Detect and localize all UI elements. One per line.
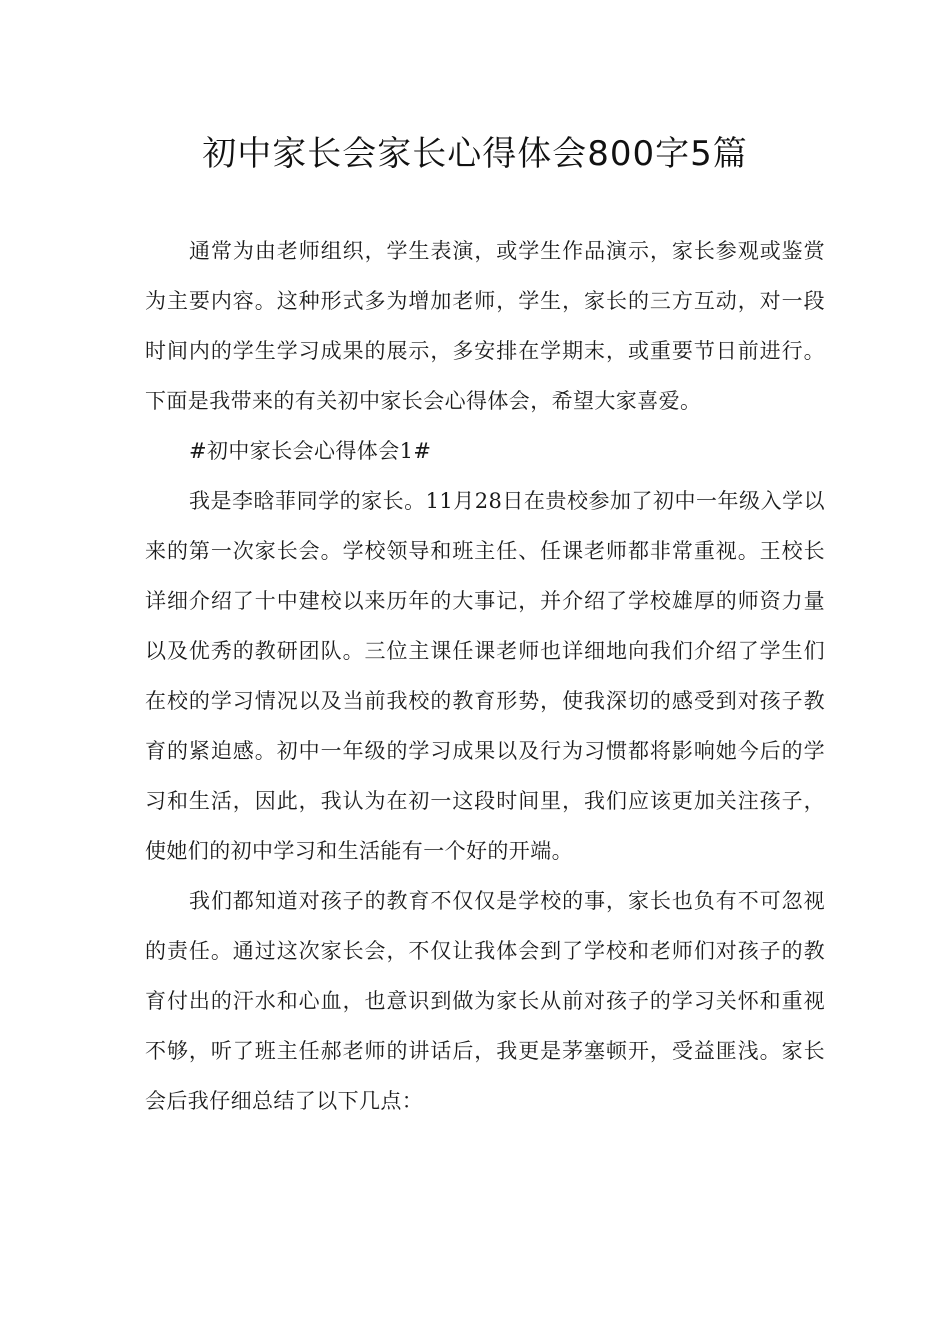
document-title: 初中家长会家长心得体会800字5篇	[202, 134, 748, 174]
body-paragraph: 我们都知道对孩子的教育不仅仅是学校的事，家长也负有不可忽视的责任。通过这次家长会，不仅让我体会到了学校和老师们对孩子的教育付出的汗水和心血，也意识到做为家长从前对孩子的学习关怀和重视不够，听了班主任郝老师的讲话后，我更是茅塞顿开，受益匪浅。家长会后我仔细总结了以下几点：	[145, 889, 825, 1113]
section-heading: #初中家长会心得体会1#	[189, 439, 432, 463]
body-paragraph: 我是李晗菲同学的家长。11月28日在贵校参加了初中一年级入学以来的第一次家长会。学校领导和班主任、任课老师都非常重视。王校长详细介绍了十中建校以来历年的大事记，并介绍了学校雄厚的师资力量以及优秀的教研团队。三位主课任课老师也详细地向我们介绍了学生们在校的学习情况以及当前我校的教育形势，使我深切的感受到对孩子教育的紧迫感。初中一年级的学习成果以及行为习惯都将影响她今后的学习和生活，因此，我认为在初一这段时间里，我们应该更加关注孩子，使她们的初中学习和生活能有一个好的开端。	[145, 489, 825, 863]
document-body	[145, 226, 825, 1126]
intro-paragraph: 通常为由老师组织，学生表演，或学生作品演示，家长参观或鉴赏为主要内容。这种形式多为增加老师，学生，家长的三方互动，对一段时间内的学生学习成果的展示，多安排在学期末，或重要节日前进行。下面是我带来的有关初中家长会心得体会，希望大家喜爱。	[145, 239, 825, 413]
